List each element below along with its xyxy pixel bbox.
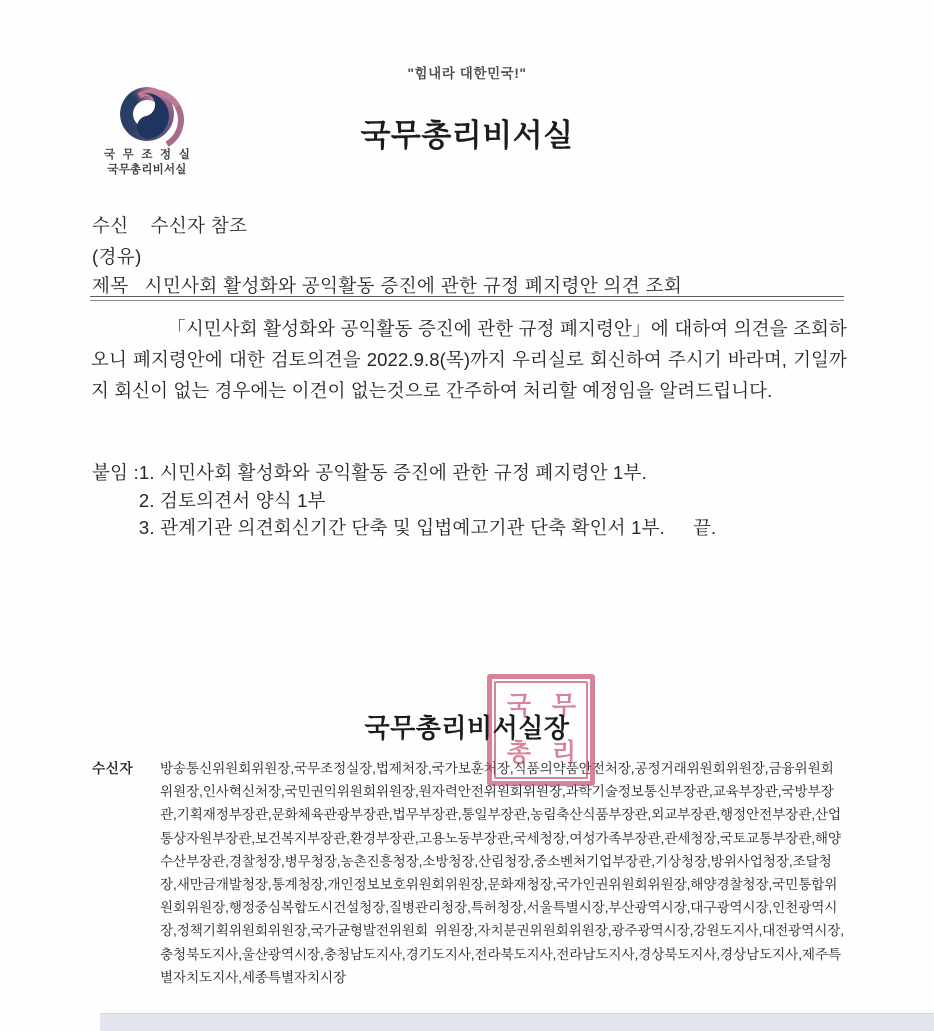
attachment-item: 1. 시민사회 활성화와 공익활동 증진에 관한 규정 폐지령안 1부. [138,462,647,483]
attachments-list [139,459,717,542]
recipients-text: 방송통신위원회위원장,국무조정실장,법제처장,국가보훈처장,식품의약품안전처장,공정거래위원회위원장,금융위원회위원장,인사혁신처장,국민권익위원회위원장,원자력안전위원회위원장,과학기술정보통신부장관,교육부장관,국방부장관,기획재정부장관,문화체육관광부장관,법무부장관,통일부장관,농림축산식품부장관,외교부장관,행정안전부장관,산업통상자원부장관,보건복지부장관,환경부장관,고용노동부장관,국세청장,여성가족부장관,관세청장,국토교통부장관,해양수산부장관,경찰청장,병무청장,농촌진흥청장,소방청장,산림청장,중소벤처기업부장관,기상청장,방위사업청장,조달청장,새만금개발청장,통계청장,개인정보보호위원회위원장,문화재청장,국가인권위원회위원장,해양경찰청장,국민통합위원회위원장,행정중심복합도시건설청장,질병관리청장,특허청장,서울특별시장,부산광역시장,대구광역시장,인천광역시장,정책기획위원회위원장,국가균형발전위원회 위원장,자치분권위원회위원장,광주광역시장,강원도지사,대전광역시장,충청북도지사,울산광역시장,충청남도지사,경기도지사,전라북도지사,전라남도지사,경상북도지사,경상남도지사,제주특별자치도지사,세종특별자치시장 [160,761,844,985]
organization-title: 국무총리비서실 [360,118,574,153]
attachment-item-text: 3. 관계기관 의견회신기간 단축 및 입법예고기관 단축 확인서 1부. [138,517,665,538]
slogan-text: "힘내라 대한민국!" [407,66,527,81]
attachment-item [139,514,717,542]
attachments-label: 붙임 : [92,462,139,483]
via-row: (경유) [92,246,142,267]
header-rule-top [90,296,844,297]
subject-label: 제목 [92,275,129,296]
signer-title: 국무총리비서실장 [364,713,570,743]
attachment-item: 2. 검토의견서 양식 1부 [138,489,326,511]
subject-value: 시민사회 활성화와 공익활동 증진에 관한 규정 폐지령안 의견 조회 [144,275,683,296]
seal-char: 국 [506,692,531,720]
attachment-end-mark: 끝. [692,517,717,538]
subject-row [92,272,682,298]
recipients-label: 수신자 [92,761,134,776]
emblem-line-2: 국무총리비서실 [107,164,187,176]
recipients-block [92,757,844,989]
seal-char: 리 [551,739,576,767]
receiver-row [92,212,247,238]
seal-char: 무 [551,692,576,720]
government-emblem [88,86,206,186]
attachments-block [92,459,716,542]
body-paragraph: 「시민사회 활성화와 공익활동 증진에 관한 규정 폐지령안」에 대하여 의견을 조회하오니 폐지령안에 대한 검토의견을 2022.9.8(목)까지 우리실로 회신하여 주시기 바라며, 기일까지 회신이 없는 경우에는 이견이 없는것으로 간주하여 처리할 예정임을 알려드립니다. [91,318,847,401]
bottom-bar [100,1013,934,1031]
receiver-value: 수신자 참조 [150,215,248,236]
seal-char: 총 [506,739,531,767]
taegeuk-icon [118,86,176,144]
receiver-label: 수신 [92,215,129,236]
header-rule-bottom [90,300,844,301]
emblem-line-1: 국 무 조 정 실 [103,149,193,161]
